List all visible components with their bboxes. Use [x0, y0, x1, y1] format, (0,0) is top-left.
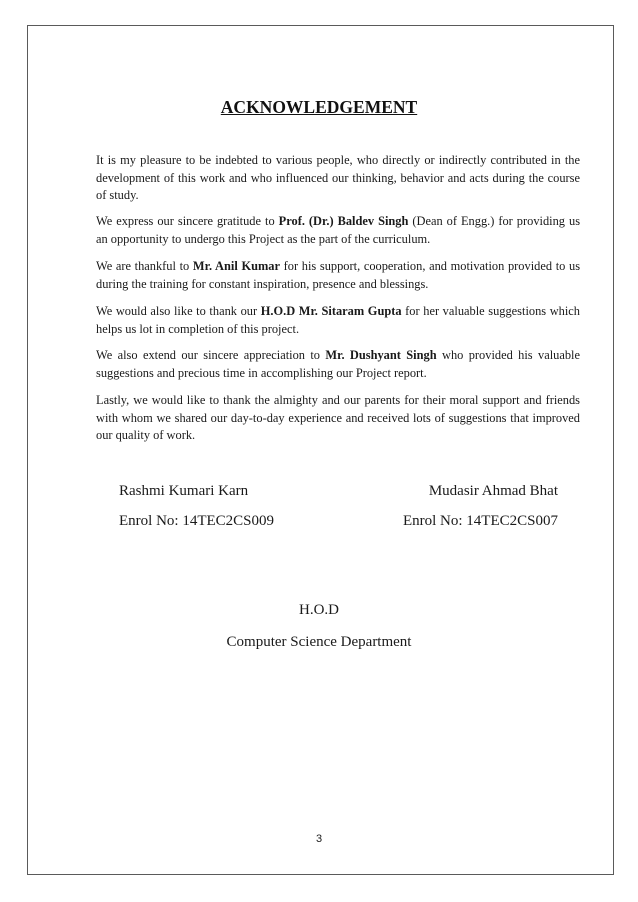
name-hod: H.O.D Mr. Sitaram Gupta [260, 304, 402, 318]
name-mentor: Mr. Anil Kumar [192, 259, 280, 273]
name-guide: Mr. Dushyant Singh [325, 348, 437, 362]
paragraph-hod: We would also like to thank our H.O.D Mr. Sitaram Gupta for her valuable suggestions which helps us lot in completion of this project. [96, 304, 580, 336]
signatory-right-enrol: Enrol No: 14TEC2CS007 [402, 513, 558, 529]
signatory-right-name: Mudasir Ahmad Bhat [428, 483, 558, 499]
page-title: ACKNOWLEDGEMENT [220, 97, 418, 117]
paragraph-mentor: We are thankful to Mr. Anil Kumar for his support, cooperation, and motivation provided to us during the training for constant inspiration, presence and blessings. [96, 259, 581, 291]
paragraph-guide: We also extend our sincere appreciation to Mr. Dushyant Singh who provided his valuable suggestions and precious time in accomplishing our Project report. [96, 348, 580, 380]
page-number: 3 [315, 833, 323, 845]
hod-label: H.O.D [299, 602, 339, 618]
paragraph-closing: Lastly, we would like to thank the almighty and our parents for their moral support and friends with whom we shared our day-to-day experience and received lots of suggestions that improved our quality of work. [96, 393, 580, 442]
signatory-left-name: Rashmi Kumari Karn [119, 483, 249, 499]
name-dean: Prof. (Dr.) Baldev Singh [278, 214, 409, 228]
paragraph-intro: It is my pleasure to be indebted to various people, who directly or indirectly contributed in the development of this work and who influenced our thinking, behavior and acts during the course of study. [96, 153, 580, 202]
paragraph-dean: We express our sincere gratitude to Prof. (Dr.) Baldev Singh (Dean of Engg.) for providing us an opportunity to undergo this Project as the part of the curriculum. [96, 214, 581, 246]
department-name: Computer Science Department [226, 634, 412, 650]
signatory-left-enrol: Enrol No: 14TEC2CS009 [119, 513, 275, 529]
